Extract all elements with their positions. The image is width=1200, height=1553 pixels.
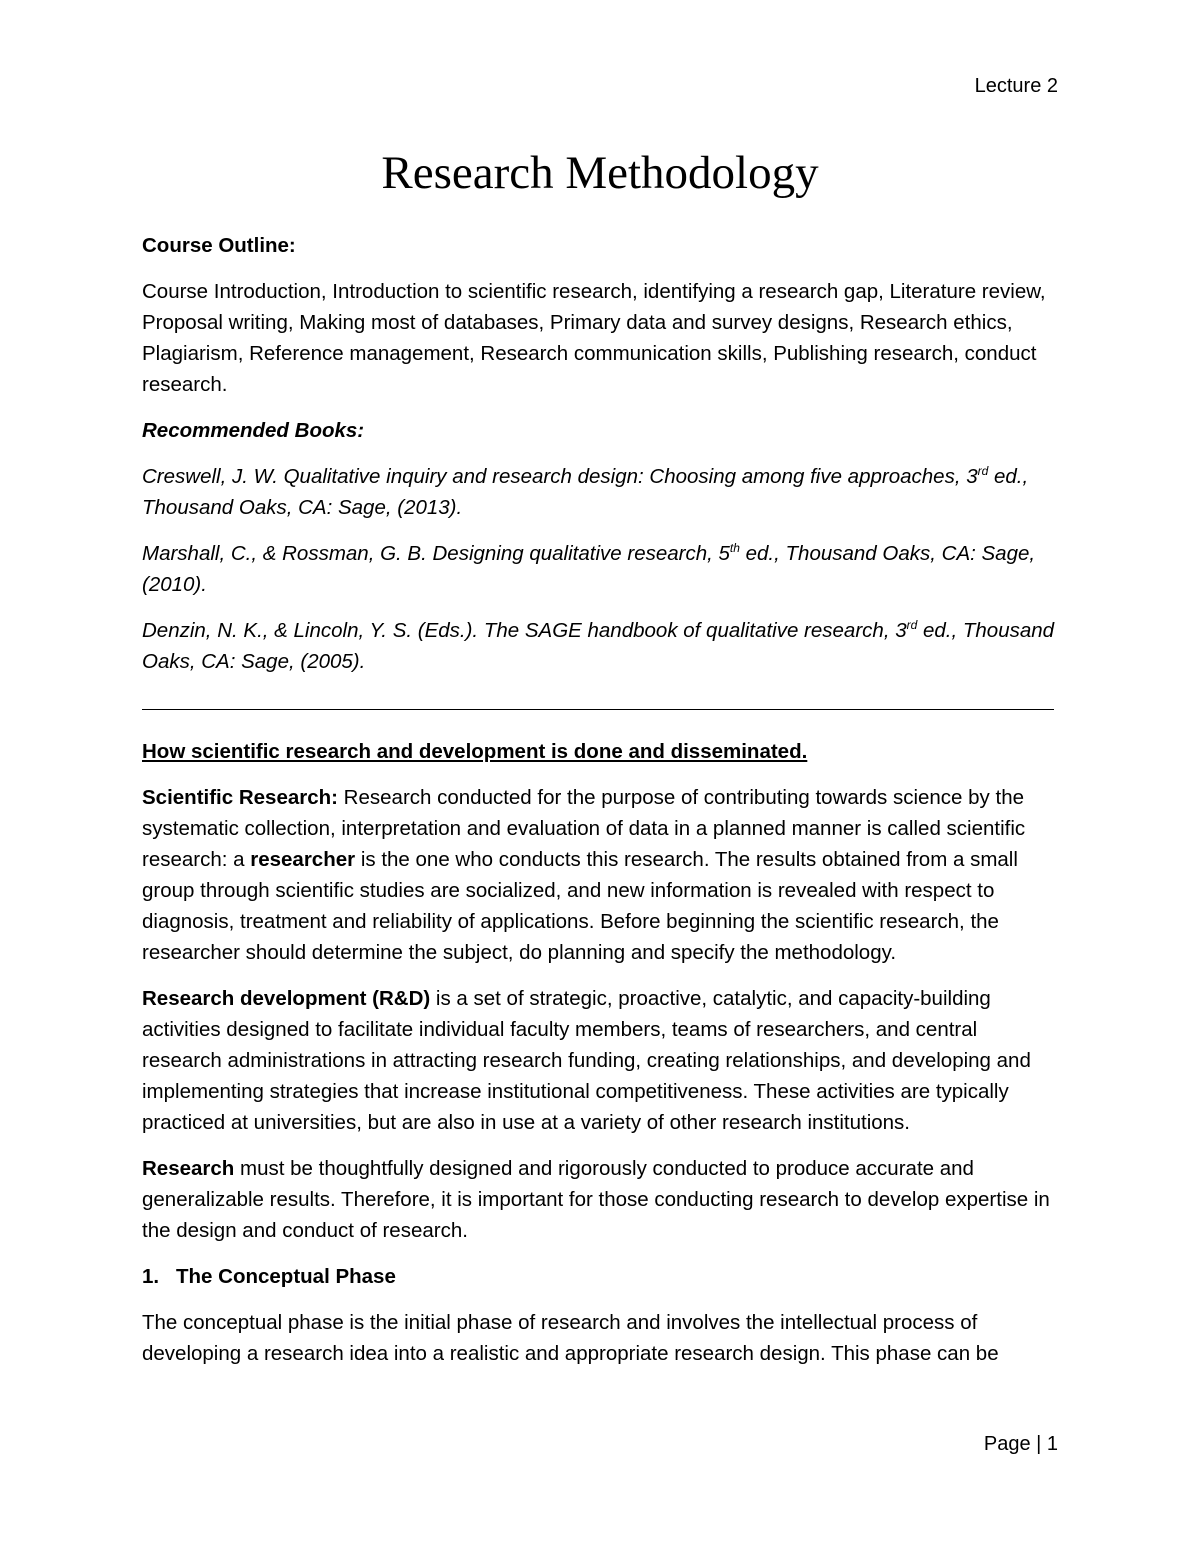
book-item: Denzin, N. K., & Lincoln, Y. S. (Eds.). The SAGE handbook of qualitative research, 3rd ed., Thousand Oaks, CA: Sage, (2005). <box>142 618 1055 673</box>
list-number: 1. <box>142 1265 160 1288</box>
research-development-paragraph: Research development (R&D) is a set of strategic, proactive, catalytic, and capacity-building activities designed to facilitate individual faculty members, teams of researchers, and central research administrations in attracting research funding, creating relationships, and developing and implementing strategies that increase institutional competitiveness. These activities are typically practiced at universities, but are also in use at a variety of other research institutions. <box>142 987 1031 1134</box>
page-title: Research Methodology <box>381 147 819 199</box>
document-body <box>142 230 1060 1384</box>
recommended-books-heading: Recommended Books: <box>142 419 365 442</box>
research-paragraph: Research must be thoughtfully designed and rigorously conducted to produce accurate and generalizable results. Therefore, it is important for those conducting research to develop expertise in the design and conduct of research. <box>142 1157 1050 1242</box>
list-heading-label: The Conceptual Phase <box>176 1265 396 1288</box>
book-item: Creswell, J. W. Qualitative inquiry and research design: Choosing among five approaches, 3rd ed., Thousand Oaks, CA: Sage, (2013). <box>142 464 1029 519</box>
course-outline-heading: Course Outline: <box>142 234 296 257</box>
researcher-term: researcher <box>250 848 356 871</box>
lecture-label: Lecture 2 <box>974 75 1058 97</box>
research-development-label: Research development (R&D) <box>142 987 431 1010</box>
research-label: Research <box>142 1157 235 1180</box>
scientific-research-label: Scientific Research: <box>142 786 338 809</box>
horizontal-divider <box>142 709 1054 710</box>
page-number: Page | 1 <box>983 1433 1058 1455</box>
section-heading: How scientific research and development is done and disseminated. <box>142 740 808 763</box>
numbered-heading-conceptual-phase <box>142 1261 1060 1292</box>
conceptual-phase-paragraph: The conceptual phase is the initial phase of research and involves the intellectual process of developing a research idea into a realistic and appropriate research design. This phase can be <box>142 1311 999 1365</box>
course-outline-text: Course Introduction, Introduction to scientific research, identifying a research gap, Literature review, Proposal writing, Making most of databases, Primary data and survey designs, Research ethics, Plagiarism, Reference management, Research communication skills, Publishing research, conduct research. <box>142 280 1046 396</box>
scientific-research-paragraph: Scientific Research: Research conducted for the purpose of contributing towards science by the systematic collection, interpretation and evaluation of data in a planned manner is called scientific research: a researcher is the one who conducts this research. The results obtained from a small group through scientific studies are socialized, and new information is revealed with respect to diagnosis, treatment and reliability of applications. Before beginning the scientific research, the researcher should determine the subject, do planning and specify the methodology. <box>142 786 1026 964</box>
book-item: Marshall, C., & Rossman, G. B. Designing qualitative research, 5th ed., Thousand Oaks, CA: Sage, (2010). <box>142 541 1036 596</box>
